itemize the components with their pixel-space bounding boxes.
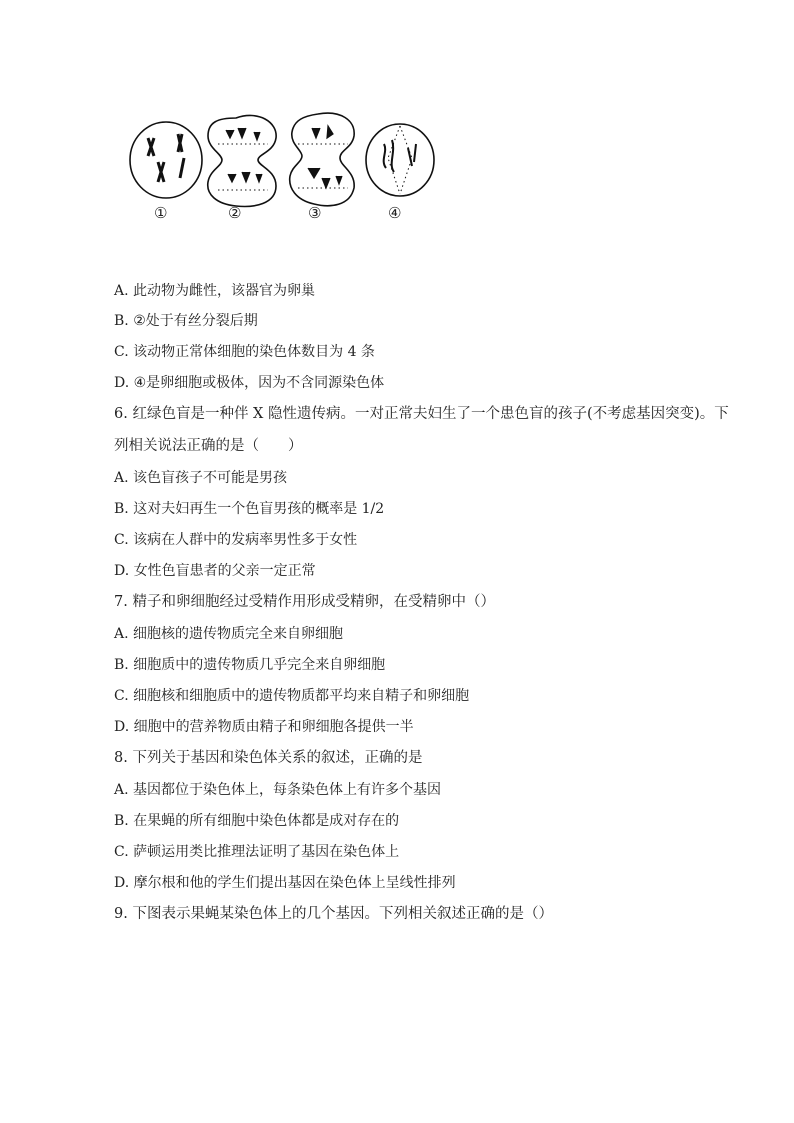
q7-option-b: B. 细胞质中的遗传物质几乎完全来自卵细胞 bbox=[114, 657, 386, 673]
figure-label-4: ④ bbox=[388, 204, 402, 222]
q8-option-b: B. 在果蝇的所有细胞中染色体都是成对存在的 bbox=[114, 813, 400, 829]
q6-option-b: B. 这对夫妇再生一个色盲男孩的概率是 1/2 bbox=[114, 501, 385, 517]
q6-option-c: C. 该病在人群中的发病率男性多于女性 bbox=[114, 532, 358, 548]
figure-label-3: ③ bbox=[308, 204, 322, 222]
cell-3 bbox=[290, 113, 354, 206]
figure-label-1: ① bbox=[154, 204, 168, 222]
cell-1 bbox=[130, 122, 202, 198]
q5-option-c: C. 该动物正常体细胞的染色体数目为 4 条 bbox=[114, 344, 375, 360]
q8-stem: 8. 下列关于基因和染色体关系的叙述，正确的是 bbox=[114, 750, 423, 766]
q6-stem-line1: 6. 红绿色盲是一种伴 X 隐性遗传病。一对正常夫妇生了一个患色盲的孩子(不考虑基因突变)。下 bbox=[114, 406, 729, 422]
q5-option-b: B. ②处于有丝分裂后期 bbox=[114, 313, 258, 329]
cell-division-figure bbox=[118, 108, 448, 233]
q7-option-d: D. 细胞中的营养物质由精子和卵细胞各提供一半 bbox=[114, 719, 414, 735]
q8-option-a: A. 基因都位于染色体上，每条染色体上有许多个基因 bbox=[114, 782, 442, 798]
cell-2 bbox=[208, 115, 276, 206]
q6-stem-line2: 列相关说法正确的是（ ） bbox=[114, 438, 303, 454]
q6-option-a: A. 该色盲孩子不可能是男孩 bbox=[114, 470, 288, 486]
cell-4 bbox=[366, 124, 434, 196]
q7-option-c: C. 细胞核和细胞质中的遗传物质都平均来自精子和卵细胞 bbox=[114, 688, 470, 704]
q8-option-d: D. 摩尔根和他的学生们提出基因在染色体上呈线性排列 bbox=[114, 875, 456, 891]
q5-option-d: D. ④是卵细胞或极体，因为不含同源染色体 bbox=[114, 375, 385, 391]
q7-stem: 7. 精子和卵细胞经过受精作用形成受精卵，在受精卵中（） bbox=[114, 594, 495, 610]
figure-label-2: ② bbox=[228, 204, 242, 222]
q8-option-c: C. 萨顿运用类比推理法证明了基因在染色体上 bbox=[114, 844, 400, 860]
q6-option-d: D. 女性色盲患者的父亲一定正常 bbox=[114, 563, 316, 579]
q5-option-a: A. 此动物为雌性，该器官为卵巢 bbox=[114, 283, 316, 299]
q7-option-a: A. 细胞核的遗传物质完全来自卵细胞 bbox=[114, 626, 344, 642]
q9-stem: 9. 下图表示果蝇某染色体上的几个基因。下列相关叙述正确的是（） bbox=[114, 906, 553, 922]
